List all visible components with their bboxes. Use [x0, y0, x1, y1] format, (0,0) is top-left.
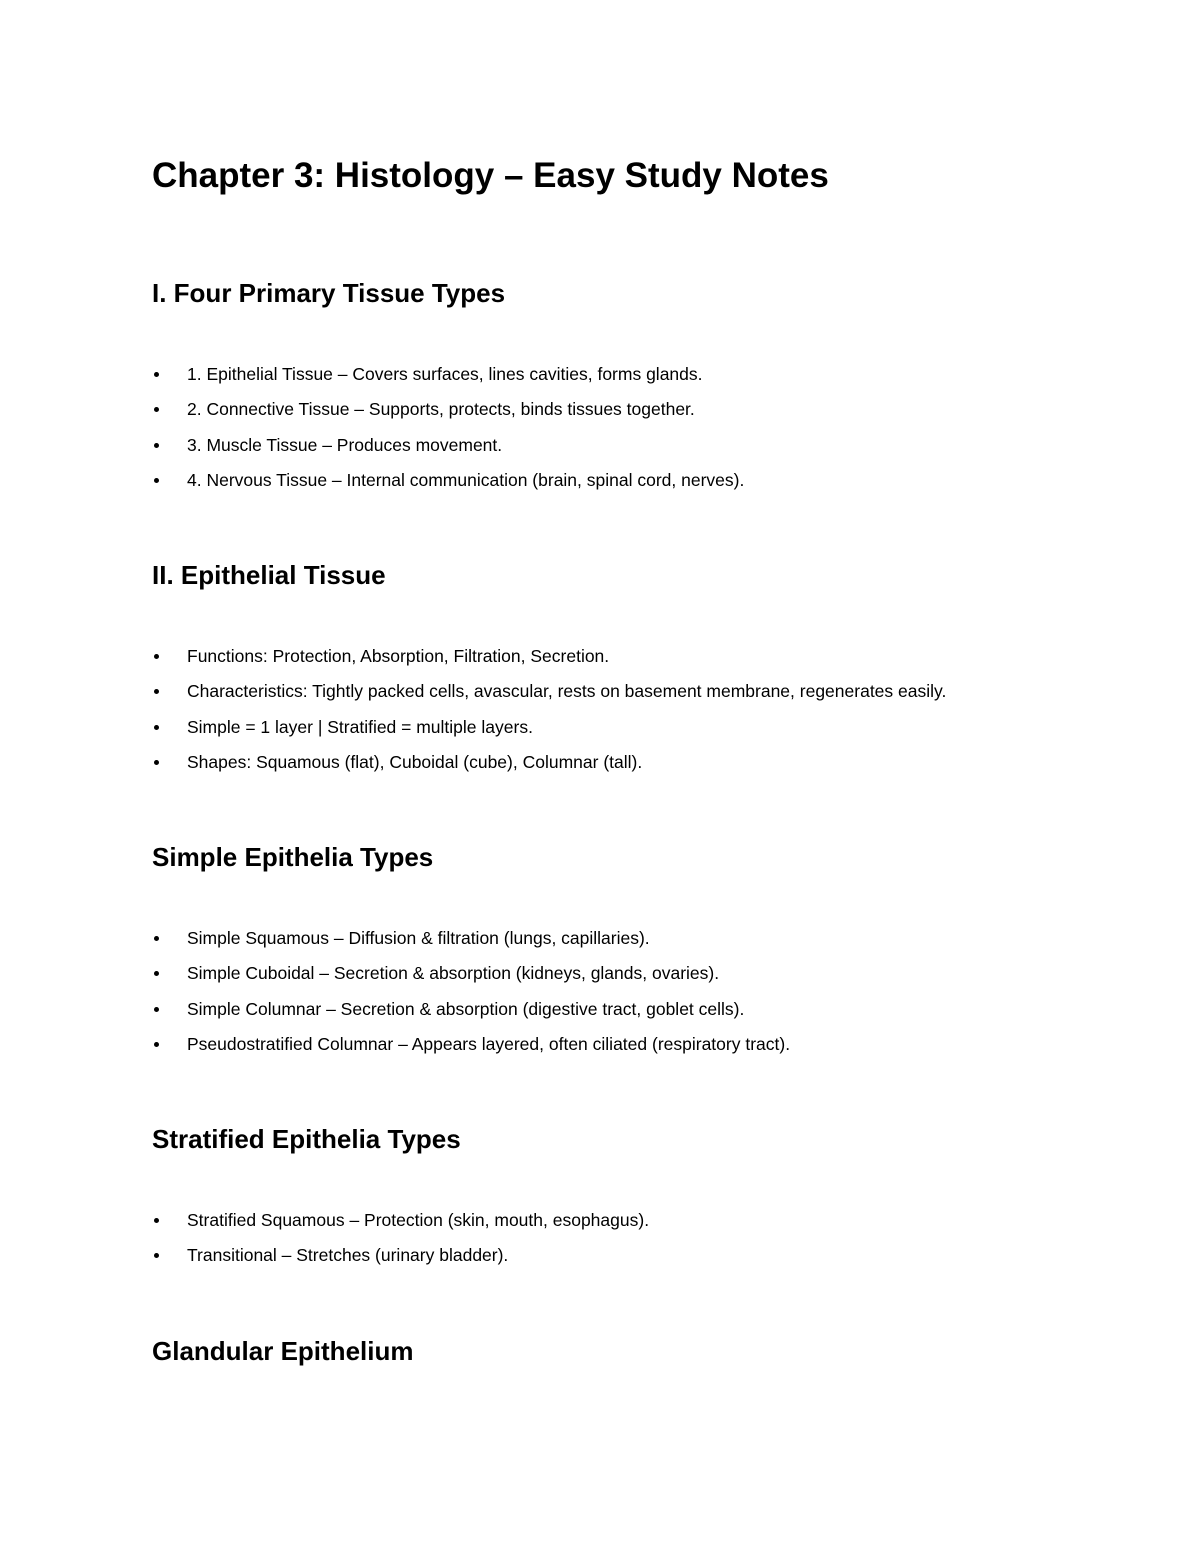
list-item-text: Shapes: Squamous (flat), Cuboidal (cube), Columnar (tall).	[187, 751, 643, 772]
list-item-text: 3. Muscle Tissue – Produces movement.	[187, 434, 503, 455]
page-title: Chapter 3: Histology – Easy Study Notes	[152, 156, 829, 195]
bullet-icon	[154, 936, 159, 941]
section-heading-epithelial-tissue: II. Epithelial Tissue	[152, 560, 386, 590]
list-item-text: 1. Epithelial Tissue – Covers surfaces, lines cavities, forms glands.	[187, 364, 703, 384]
list-item-text: Simple = 1 layer | Stratified = multiple layers.	[187, 716, 533, 737]
section-heading-glandular-epithelium: Glandular Epithelium	[152, 1336, 414, 1366]
section-heading-stratified-epithelia-types: Stratified Epithelia Types	[152, 1124, 461, 1154]
list-item-text: 4. Nervous Tissue – Internal communication (brain, spinal cord, nerves).	[187, 469, 745, 490]
bullet-icon	[154, 760, 159, 765]
list-item-text: 2. Connective Tissue – Supports, protects, binds tissues together.	[187, 399, 695, 420]
bullet-icon	[154, 971, 159, 976]
list-item-text: Functions: Protection, Absorption, Filtration, Secretion.	[187, 646, 610, 666]
bullet-icon	[154, 443, 159, 448]
bullet-icon	[154, 654, 159, 659]
list-item-text: Characteristics: Tightly packed cells, avascular, rests on basement membrane, regenerates easily.	[187, 681, 947, 702]
bullet-icon	[154, 725, 159, 730]
list-item-text: Transitional – Stretches (urinary bladder).	[187, 1245, 509, 1266]
bullet-icon	[154, 1042, 159, 1047]
section-heading-simple-epithelia-types: Simple Epithelia Types	[152, 842, 434, 872]
list-item-text: Pseudostratified Columnar – Appears layered, often ciliated (respiratory tract).	[187, 1033, 791, 1054]
list-item-text: Simple Columnar – Secretion & absorption (digestive tract, goblet cells).	[187, 998, 745, 1019]
bullet-icon	[154, 1218, 159, 1223]
section-heading-primary-tissue-types: I. Four Primary Tissue Types	[152, 278, 506, 308]
bullet-icon	[154, 1007, 159, 1012]
list-item-text: Stratified Squamous – Protection (skin, mouth, esophagus).	[187, 1210, 650, 1230]
bullet-icon	[154, 372, 159, 377]
bullet-icon	[154, 1253, 159, 1258]
list-item-text: Simple Cuboidal – Secretion & absorption (kidneys, glands, ovaries).	[187, 963, 720, 984]
bullet-icon	[154, 407, 159, 412]
bullet-icon	[154, 478, 159, 483]
list-item-text: Simple Squamous – Diffusion & filtration (lungs, capillaries).	[187, 928, 650, 948]
bullet-icon	[154, 689, 159, 694]
